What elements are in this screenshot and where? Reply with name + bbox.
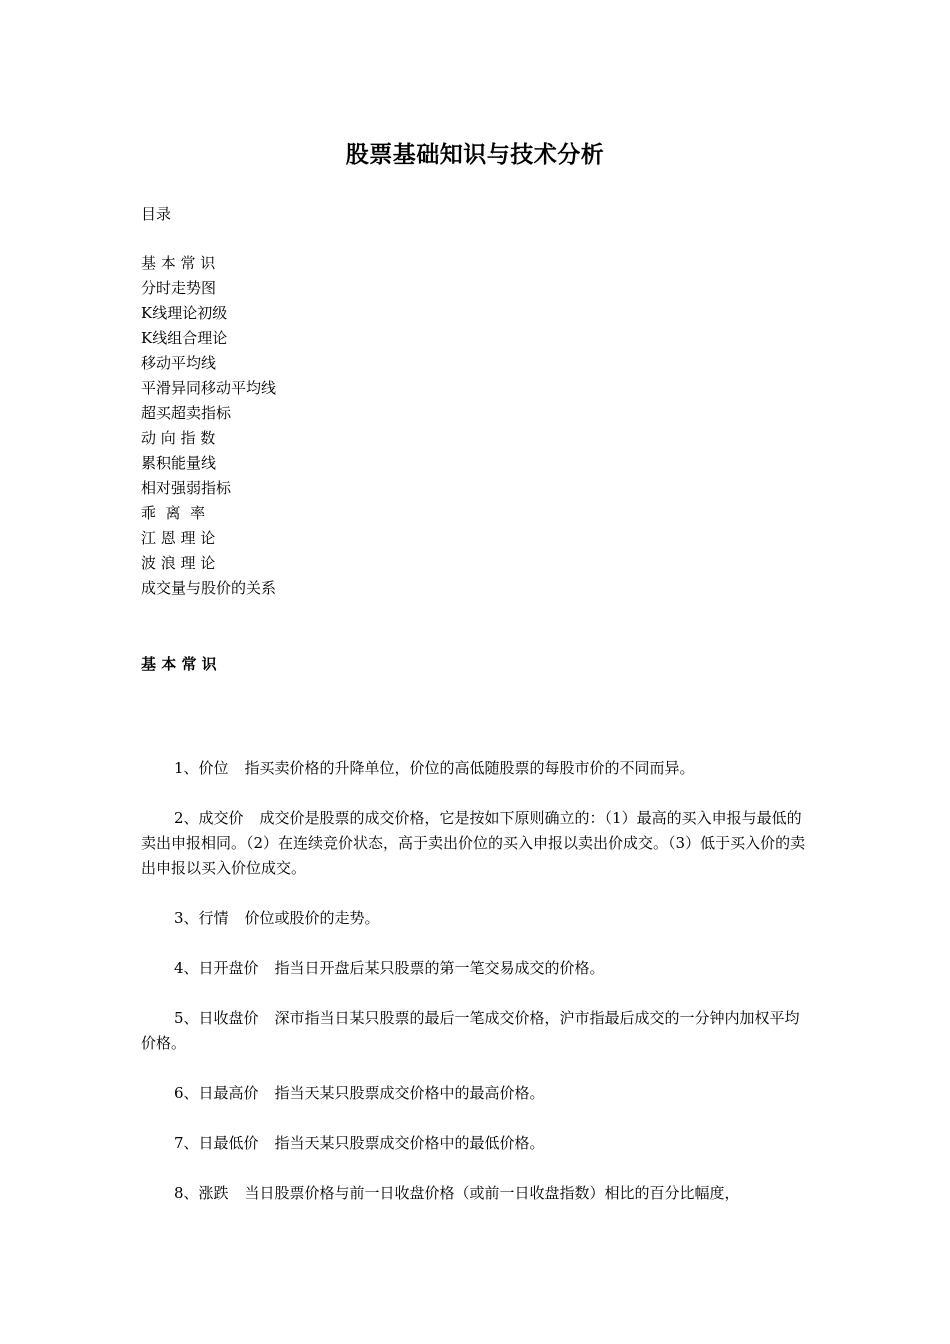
toc-item: 超买超卖指标 xyxy=(141,404,232,422)
definition-paragraph xyxy=(141,1181,806,1206)
table-of-contents xyxy=(141,253,276,603)
definition-term: 6、日最高价 xyxy=(174,1084,259,1102)
definition-text: 指买卖价格的升降单位，价位的高低随股票的每股市价的不同而异。 xyxy=(244,759,695,777)
toc-item: 江 恩 理 论 xyxy=(141,529,216,547)
toc-item: 相对强弱指标 xyxy=(141,479,232,497)
definition-text: 价位或股价的走势。 xyxy=(244,909,380,927)
definition-term: 7、日最低价 xyxy=(174,1134,259,1152)
definition-text: 当日股票价格与前一日收盘价格（或前一日收盘指数）相比的百分比幅度， xyxy=(244,1184,740,1202)
definition-text: 成交价是股票的成交价格，它是按如下原则确立的：（1）最高的买入申报与最低的卖出申报相同。（2）在连续竞价状态，高于卖出价位的买入申报以卖出价成交。（3）低于买入价的卖出申报以买入价位成交。 xyxy=(141,809,806,877)
toc-item: 波 浪 理 论 xyxy=(141,554,216,572)
section-body xyxy=(141,756,806,1231)
definition-paragraph xyxy=(141,956,806,981)
toc-item: 动 向 指 数 xyxy=(141,429,216,447)
toc-item: 移动平均线 xyxy=(141,354,217,372)
toc-item: 乖 离 率 xyxy=(141,504,206,522)
toc-item: 成交量与股价的关系 xyxy=(141,579,277,597)
definition-term: 3、行情 xyxy=(174,909,229,927)
definition-paragraph xyxy=(141,1131,806,1156)
toc-item: 分时走势图 xyxy=(141,279,217,297)
definition-paragraph xyxy=(141,806,806,881)
definition-term: 8、涨跌 xyxy=(174,1184,229,1202)
definition-term: 4、日开盘价 xyxy=(174,959,259,977)
toc-item: K线理论初级 xyxy=(141,304,228,322)
toc-item: 平滑异同移动平均线 xyxy=(141,379,277,397)
definition-paragraph xyxy=(141,756,806,781)
definition-text: 指当日开盘后某只股票的第一笔交易成交的价格。 xyxy=(274,959,605,977)
section-heading: 基 本 常 识 xyxy=(141,655,217,673)
definition-paragraph xyxy=(141,1081,806,1106)
definition-paragraph xyxy=(141,1006,806,1056)
toc-heading: 目录 xyxy=(141,205,172,223)
toc-item: K线组合理论 xyxy=(141,329,228,347)
definition-text: 深市指当日某只股票的最后一笔成交价格，沪市指最后成交的一分钟内加权平均价格。 xyxy=(141,1009,800,1052)
document-title: 股票基础知识与技术分析 xyxy=(345,141,605,168)
toc-item: 累积能量线 xyxy=(141,454,217,472)
toc-item: 基 本 常 识 xyxy=(141,254,216,272)
definition-term: 2、成交价 xyxy=(174,809,244,827)
definition-term: 5、日收盘价 xyxy=(174,1009,259,1027)
definition-term: 1、价位 xyxy=(174,759,229,777)
definition-text: 指当天某只股票成交价格中的最低价格。 xyxy=(274,1134,545,1152)
definition-paragraph xyxy=(141,906,806,931)
definition-text: 指当天某只股票成交价格中的最高价格。 xyxy=(274,1084,545,1102)
